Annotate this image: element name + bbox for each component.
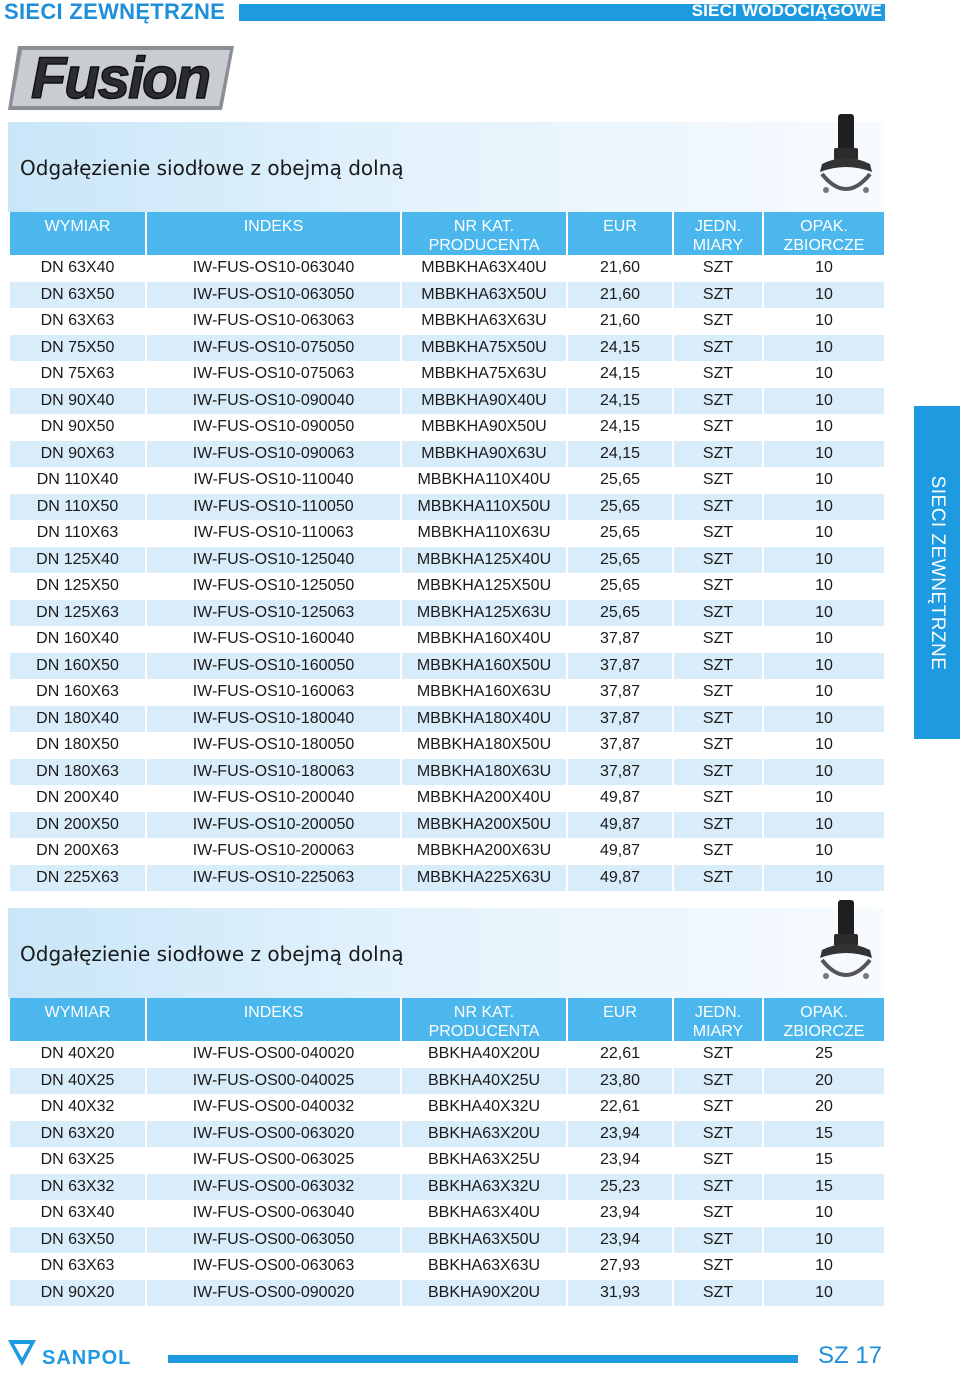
cell-opak: 10 <box>764 626 884 653</box>
table-header-row <box>10 998 884 1041</box>
cell-jedn: SZT <box>674 1227 762 1254</box>
cell-nr-kat: MBBKHA110X40U <box>402 467 566 494</box>
cell-opak: 10 <box>764 600 884 627</box>
cell-opak: 10 <box>764 785 884 812</box>
cell-nr-kat: MBBKHA110X63U <box>402 520 566 547</box>
cell-opak: 15 <box>764 1121 884 1148</box>
cell-nr-kat: BBKHA63X50U <box>402 1227 566 1254</box>
table-row <box>10 759 884 786</box>
cell-jedn: SZT <box>674 600 762 627</box>
cell-opak: 10 <box>764 520 884 547</box>
cell-eur: 22,61 <box>568 1094 672 1121</box>
cell-opak: 10 <box>764 706 884 733</box>
cell-nr-kat: BBKHA63X32U <box>402 1174 566 1201</box>
cell-nr-kat: MBBKHA200X50U <box>402 812 566 839</box>
cell-jedn: SZT <box>674 308 762 335</box>
table-row <box>10 600 884 627</box>
cell-wymiar: DN 110X40 <box>10 467 145 494</box>
cell-opak: 10 <box>764 1200 884 1227</box>
cell-wymiar: DN 125X40 <box>10 547 145 574</box>
table-row <box>10 1094 884 1121</box>
col-header-indeks: INDEKS <box>147 212 400 255</box>
cell-nr-kat: MBBKHA75X50U <box>402 335 566 362</box>
cell-eur: 37,87 <box>568 759 672 786</box>
page-number: SZ 17 <box>818 1342 883 1369</box>
cell-indeks: IW-FUS-OS10-110040 <box>147 467 400 494</box>
cell-jedn: SZT <box>674 467 762 494</box>
cell-nr-kat: MBBKHA90X63U <box>402 441 566 468</box>
cell-jedn: SZT <box>674 520 762 547</box>
table-row <box>10 494 884 521</box>
cell-indeks: IW-FUS-OS10-125063 <box>147 600 400 627</box>
cell-wymiar: DN 160X50 <box>10 653 145 680</box>
cell-jedn: SZT <box>674 547 762 574</box>
cell-nr-kat: MBBKHA110X50U <box>402 494 566 521</box>
table-row <box>10 388 884 415</box>
section-title: Odgałęzienie siodłowe z obejmą dolną <box>20 942 404 966</box>
cell-wymiar: DN 200X50 <box>10 812 145 839</box>
cell-opak: 10 <box>764 414 884 441</box>
cell-jedn: SZT <box>674 732 762 759</box>
cell-nr-kat: MBBKHA125X63U <box>402 600 566 627</box>
cell-eur: 37,87 <box>568 626 672 653</box>
cell-eur: 25,65 <box>568 467 672 494</box>
cell-jedn: SZT <box>674 1147 762 1174</box>
cell-eur: 24,15 <box>568 414 672 441</box>
cell-wymiar: DN 63X50 <box>10 282 145 309</box>
table-row <box>10 547 884 574</box>
table-row <box>10 414 884 441</box>
product-table-2 <box>8 998 886 1306</box>
cell-nr-kat: BBKHA63X63U <box>402 1253 566 1280</box>
cell-indeks: IW-FUS-OS00-040025 <box>147 1068 400 1095</box>
table-row <box>10 732 884 759</box>
cell-indeks: IW-FUS-OS10-063050 <box>147 282 400 309</box>
table-row <box>10 865 884 892</box>
cell-nr-kat: MBBKHA180X40U <box>402 706 566 733</box>
table-row <box>10 1227 884 1254</box>
cell-indeks: IW-FUS-OS10-200063 <box>147 838 400 865</box>
cell-eur: 23,94 <box>568 1200 672 1227</box>
cell-opak: 10 <box>764 653 884 680</box>
cell-eur: 49,87 <box>568 785 672 812</box>
col-header-indeks: INDEKS <box>147 998 400 1041</box>
cell-jedn: SZT <box>674 653 762 680</box>
section-category-title: SIECI WODOCIĄGOWE <box>691 1 882 20</box>
cell-opak: 10 <box>764 308 884 335</box>
cell-wymiar: DN 40X25 <box>10 1068 145 1095</box>
cell-nr-kat: MBBKHA200X63U <box>402 838 566 865</box>
col-header-nrkat: NR KAT. PRODUCENTA <box>402 212 566 255</box>
cell-nr-kat: MBBKHA160X50U <box>402 653 566 680</box>
cell-jedn: SZT <box>674 759 762 786</box>
table-row <box>10 361 884 388</box>
table-row <box>10 1041 884 1068</box>
col-header-jedn: JEDN. MIARY <box>674 998 762 1041</box>
table-row <box>10 520 884 547</box>
table-row <box>10 282 884 309</box>
cell-jedn: SZT <box>674 494 762 521</box>
cell-nr-kat: MBBKHA63X40U <box>402 255 566 282</box>
cell-wymiar: DN 63X63 <box>10 308 145 335</box>
cell-nr-kat: MBBKHA75X63U <box>402 361 566 388</box>
cell-jedn: SZT <box>674 1121 762 1148</box>
section-header-1 <box>8 122 884 212</box>
cell-nr-kat: MBBKHA180X50U <box>402 732 566 759</box>
cell-indeks: IW-FUS-OS10-180040 <box>147 706 400 733</box>
cell-wymiar: DN 75X63 <box>10 361 145 388</box>
cell-eur: 23,94 <box>568 1227 672 1254</box>
table-row <box>10 1121 884 1148</box>
cell-wymiar: DN 63X50 <box>10 1227 145 1254</box>
cell-eur: 25,23 <box>568 1174 672 1201</box>
cell-eur: 31,93 <box>568 1280 672 1307</box>
cell-eur: 25,65 <box>568 573 672 600</box>
cell-eur: 22,61 <box>568 1041 672 1068</box>
cell-indeks: IW-FUS-OS10-200040 <box>147 785 400 812</box>
cell-jedn: SZT <box>674 865 762 892</box>
table-row <box>10 1068 884 1095</box>
section-header-2 <box>8 908 884 998</box>
cell-wymiar: DN 225X63 <box>10 865 145 892</box>
cell-jedn: SZT <box>674 812 762 839</box>
cell-eur: 25,65 <box>568 600 672 627</box>
table-row <box>10 1174 884 1201</box>
col-header-wymiar: WYMIAR <box>10 212 145 255</box>
table-row <box>10 653 884 680</box>
cell-opak: 10 <box>764 361 884 388</box>
cell-nr-kat: MBBKHA63X63U <box>402 308 566 335</box>
cell-eur: 23,80 <box>568 1068 672 1095</box>
saddle-fitting-icon <box>816 898 876 998</box>
cell-wymiar: DN 63X25 <box>10 1147 145 1174</box>
table-row <box>10 706 884 733</box>
cell-indeks: IW-FUS-OS00-063025 <box>147 1147 400 1174</box>
cell-nr-kat: MBBKHA125X40U <box>402 547 566 574</box>
cell-jedn: SZT <box>674 1253 762 1280</box>
cell-indeks: IW-FUS-OS10-160063 <box>147 679 400 706</box>
table-row <box>10 255 884 282</box>
table-row <box>10 308 884 335</box>
cell-wymiar: DN 90X40 <box>10 388 145 415</box>
cell-nr-kat: MBBKHA90X40U <box>402 388 566 415</box>
cell-jedn: SZT <box>674 388 762 415</box>
cell-jedn: SZT <box>674 1280 762 1307</box>
cell-jedn: SZT <box>674 1200 762 1227</box>
cell-jedn: SZT <box>674 706 762 733</box>
cell-indeks: IW-FUS-OS10-075050 <box>147 335 400 362</box>
cell-eur: 37,87 <box>568 706 672 733</box>
table-row <box>10 785 884 812</box>
table-row <box>10 335 884 362</box>
cell-indeks: IW-FUS-OS10-200050 <box>147 812 400 839</box>
table-row <box>10 626 884 653</box>
cell-wymiar: DN 110X50 <box>10 494 145 521</box>
table-row <box>10 573 884 600</box>
cell-nr-kat: MBBKHA160X40U <box>402 626 566 653</box>
col-header-eur: EUR <box>568 998 672 1041</box>
col-header-opak: OPAK. ZBIORCZE <box>764 212 884 255</box>
cell-wymiar: DN 63X63 <box>10 1253 145 1280</box>
table-row <box>10 1253 884 1280</box>
cell-opak: 20 <box>764 1094 884 1121</box>
cell-wymiar: DN 200X40 <box>10 785 145 812</box>
cell-nr-kat: MBBKHA90X50U <box>402 414 566 441</box>
col-header-nrkat: NR KAT. PRODUCENTA <box>402 998 566 1041</box>
cell-indeks: IW-FUS-OS10-180050 <box>147 732 400 759</box>
cell-eur: 21,60 <box>568 255 672 282</box>
cell-indeks: IW-FUS-OS00-063032 <box>147 1174 400 1201</box>
cell-nr-kat: BBKHA63X25U <box>402 1147 566 1174</box>
cell-wymiar: DN 90X63 <box>10 441 145 468</box>
cell-indeks: IW-FUS-OS00-063050 <box>147 1227 400 1254</box>
cell-jedn: SZT <box>674 679 762 706</box>
cell-jedn: SZT <box>674 414 762 441</box>
cell-nr-kat: BBKHA63X20U <box>402 1121 566 1148</box>
cell-nr-kat: MBBKHA63X50U <box>402 282 566 309</box>
cell-nr-kat: MBBKHA225X63U <box>402 865 566 892</box>
cell-eur: 24,15 <box>568 335 672 362</box>
cell-indeks: IW-FUS-OS10-063063 <box>147 308 400 335</box>
table-row <box>10 1147 884 1174</box>
cell-wymiar: DN 90X20 <box>10 1280 145 1307</box>
cell-opak: 10 <box>764 865 884 892</box>
cell-eur: 21,60 <box>568 282 672 309</box>
cell-indeks: IW-FUS-OS10-225063 <box>147 865 400 892</box>
cell-opak: 10 <box>764 573 884 600</box>
cell-indeks: IW-FUS-OS10-180063 <box>147 759 400 786</box>
cell-eur: 23,94 <box>568 1147 672 1174</box>
cell-opak: 10 <box>764 838 884 865</box>
cell-indeks: IW-FUS-OS10-063040 <box>147 255 400 282</box>
col-header-wymiar: WYMIAR <box>10 998 145 1041</box>
cell-eur: 24,15 <box>568 388 672 415</box>
cell-opak: 10 <box>764 732 884 759</box>
cell-indeks: IW-FUS-OS10-125040 <box>147 547 400 574</box>
cell-jedn: SZT <box>674 573 762 600</box>
cell-opak: 10 <box>764 388 884 415</box>
cell-opak: 10 <box>764 547 884 574</box>
cell-jedn: SZT <box>674 361 762 388</box>
table-row <box>10 812 884 839</box>
cell-opak: 10 <box>764 282 884 309</box>
cell-eur: 37,87 <box>568 732 672 759</box>
cell-indeks: IW-FUS-OS10-110050 <box>147 494 400 521</box>
side-category-tab <box>914 406 960 739</box>
product-table-1 <box>8 212 886 891</box>
cell-nr-kat: BBKHA40X25U <box>402 1068 566 1095</box>
cell-jedn: SZT <box>674 1041 762 1068</box>
cell-opak: 10 <box>764 1280 884 1307</box>
cell-eur: 25,65 <box>568 520 672 547</box>
cell-nr-kat: MBBKHA160X63U <box>402 679 566 706</box>
footer-bar <box>168 1355 798 1363</box>
cell-opak: 10 <box>764 467 884 494</box>
cell-eur: 27,93 <box>568 1253 672 1280</box>
cell-wymiar: DN 180X63 <box>10 759 145 786</box>
cell-nr-kat: BBKHA40X20U <box>402 1041 566 1068</box>
page-category-title: SIECI ZEWNĘTRZNE <box>4 0 226 24</box>
cell-indeks: IW-FUS-OS10-090063 <box>147 441 400 468</box>
cell-opak: 10 <box>764 441 884 468</box>
cell-opak: 10 <box>764 759 884 786</box>
cell-wymiar: DN 90X50 <box>10 414 145 441</box>
cell-jedn: SZT <box>674 785 762 812</box>
cell-jedn: SZT <box>674 1174 762 1201</box>
cell-opak: 25 <box>764 1041 884 1068</box>
cell-jedn: SZT <box>674 1068 762 1095</box>
cell-opak: 10 <box>764 335 884 362</box>
cell-jedn: SZT <box>674 1094 762 1121</box>
cell-wymiar: DN 125X50 <box>10 573 145 600</box>
cell-nr-kat: MBBKHA200X40U <box>402 785 566 812</box>
cell-wymiar: DN 180X50 <box>10 732 145 759</box>
cell-eur: 24,15 <box>568 441 672 468</box>
cell-wymiar: DN 160X63 <box>10 679 145 706</box>
section-title: Odgałęzienie siodłowe z obejmą dolną <box>20 156 404 180</box>
cell-indeks: IW-FUS-OS10-125050 <box>147 573 400 600</box>
cell-jedn: SZT <box>674 282 762 309</box>
cell-eur: 37,87 <box>568 653 672 680</box>
col-header-jedn: JEDN. MIARY <box>674 212 762 255</box>
cell-jedn: SZT <box>674 255 762 282</box>
cell-eur: 37,87 <box>568 679 672 706</box>
cell-jedn: SZT <box>674 441 762 468</box>
cell-eur: 24,15 <box>568 361 672 388</box>
brand-name: SANPOL <box>42 1347 132 1369</box>
table-row <box>10 1280 884 1307</box>
cell-wymiar: DN 40X32 <box>10 1094 145 1121</box>
table-row <box>10 467 884 494</box>
cell-wymiar: DN 63X20 <box>10 1121 145 1148</box>
table-row <box>10 1200 884 1227</box>
cell-wymiar: DN 110X63 <box>10 520 145 547</box>
cell-nr-kat: BBKHA40X32U <box>402 1094 566 1121</box>
cell-eur: 25,65 <box>568 494 672 521</box>
cell-opak: 15 <box>764 1174 884 1201</box>
col-header-opak: OPAK. ZBIORCZE <box>764 998 884 1041</box>
cell-indeks: IW-FUS-OS00-040032 <box>147 1094 400 1121</box>
cell-indeks: IW-FUS-OS00-063020 <box>147 1121 400 1148</box>
col-header-eur: EUR <box>568 212 672 255</box>
cell-wymiar: DN 63X40 <box>10 255 145 282</box>
cell-eur: 23,94 <box>568 1121 672 1148</box>
cell-wymiar: DN 125X63 <box>10 600 145 627</box>
cell-indeks: IW-FUS-OS10-160050 <box>147 653 400 680</box>
cell-opak: 10 <box>764 812 884 839</box>
fusion-logo <box>8 38 238 118</box>
cell-jedn: SZT <box>674 626 762 653</box>
cell-opak: 10 <box>764 679 884 706</box>
cell-wymiar: DN 40X20 <box>10 1041 145 1068</box>
cell-nr-kat: BBKHA63X40U <box>402 1200 566 1227</box>
side-tab-label: SIECI ZEWNĘTRZNE <box>927 475 948 670</box>
cell-wymiar: DN 75X50 <box>10 335 145 362</box>
cell-wymiar: DN 160X40 <box>10 626 145 653</box>
cell-eur: 21,60 <box>568 308 672 335</box>
cell-wymiar: DN 200X63 <box>10 838 145 865</box>
cell-opak: 10 <box>764 494 884 521</box>
table-header-row <box>10 212 884 255</box>
table-row <box>10 838 884 865</box>
cell-opak: 15 <box>764 1147 884 1174</box>
cell-opak: 20 <box>764 1068 884 1095</box>
cell-indeks: IW-FUS-OS00-040020 <box>147 1041 400 1068</box>
cell-wymiar: DN 63X32 <box>10 1174 145 1201</box>
svg-text:Fusion: Fusion <box>30 46 210 111</box>
cell-eur: 49,87 <box>568 838 672 865</box>
cell-opak: 10 <box>764 1227 884 1254</box>
cell-indeks: IW-FUS-OS00-063063 <box>147 1253 400 1280</box>
cell-nr-kat: MBBKHA180X63U <box>402 759 566 786</box>
cell-eur: 25,65 <box>568 547 672 574</box>
cell-eur: 49,87 <box>568 865 672 892</box>
cell-indeks: IW-FUS-OS10-075063 <box>147 361 400 388</box>
cell-nr-kat: BBKHA90X20U <box>402 1280 566 1307</box>
cell-eur: 49,87 <box>568 812 672 839</box>
cell-nr-kat: MBBKHA125X50U <box>402 573 566 600</box>
cell-indeks: IW-FUS-OS10-160040 <box>147 626 400 653</box>
cell-opak: 10 <box>764 1253 884 1280</box>
cell-jedn: SZT <box>674 335 762 362</box>
cell-indeks: IW-FUS-OS10-090050 <box>147 414 400 441</box>
cell-jedn: SZT <box>674 838 762 865</box>
cell-indeks: IW-FUS-OS00-090020 <box>147 1280 400 1307</box>
cell-indeks: IW-FUS-OS10-090040 <box>147 388 400 415</box>
cell-wymiar: DN 63X40 <box>10 1200 145 1227</box>
sanpol-logo <box>6 1336 156 1372</box>
cell-opak: 10 <box>764 255 884 282</box>
cell-indeks: IW-FUS-OS00-063040 <box>147 1200 400 1227</box>
table-row <box>10 679 884 706</box>
table-row <box>10 441 884 468</box>
saddle-fitting-icon <box>816 112 876 212</box>
cell-wymiar: DN 180X40 <box>10 706 145 733</box>
cell-indeks: IW-FUS-OS10-110063 <box>147 520 400 547</box>
